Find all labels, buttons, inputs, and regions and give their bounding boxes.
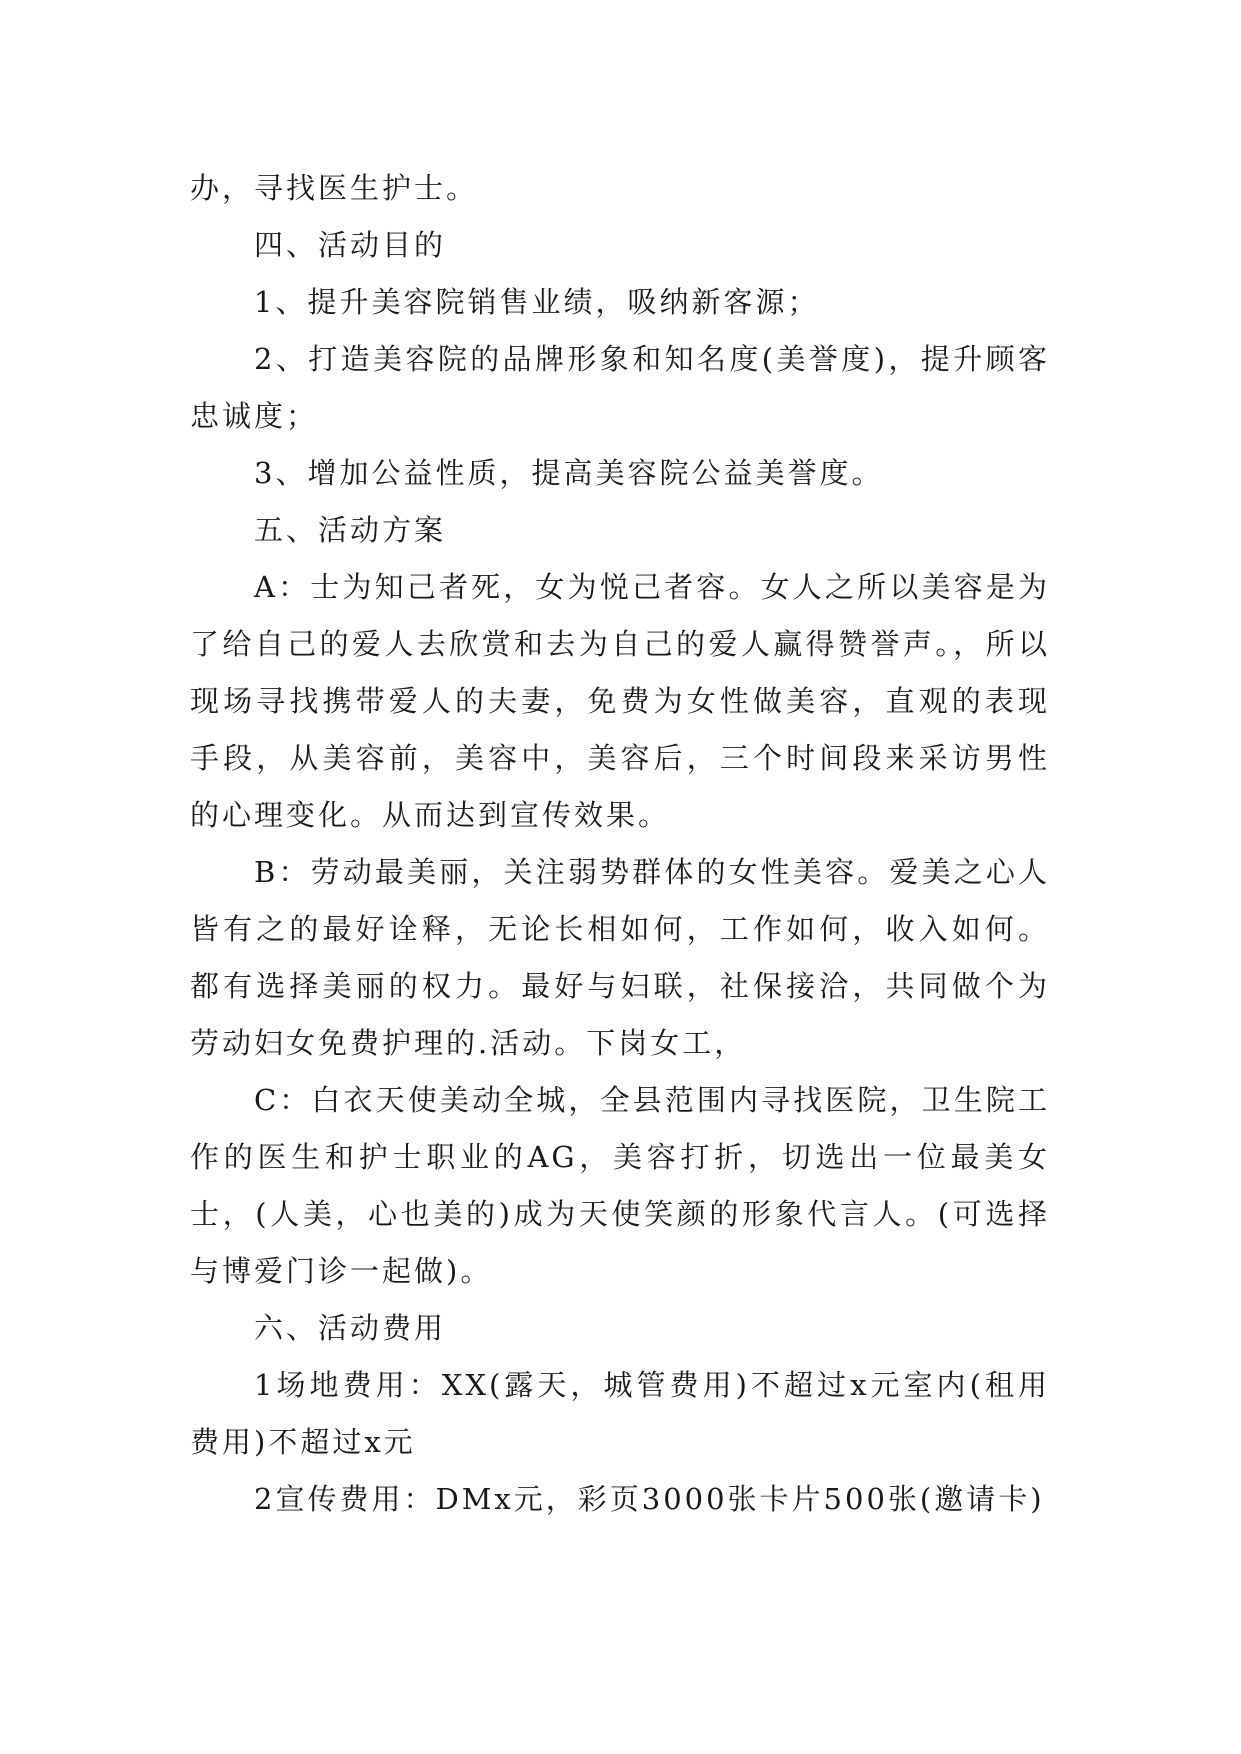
plan-paragraph-b: B：劳动最美丽，关注弱势群体的女性美容。爱美之心人皆有之的最好诠释，无论长相如何，工作如何，收入如何。都有选择美丽的权力。最好与妇联，社保接洽，共同做个为劳动妇女免费护理的.活动。下岗女工， — [190, 855, 1050, 1060]
section-heading-4: 四、活动目的 — [254, 228, 447, 262]
list-item-goal-3: 3、增加公益性质，提高美容院公益美誉度。 — [254, 456, 884, 490]
document-body — [190, 160, 1050, 1528]
section-heading-6: 六、活动费用 — [254, 1311, 447, 1345]
paragraph-continuation: 办，寻找医生护士。 — [190, 171, 479, 205]
plan-paragraph-c: C：白衣天使美动全城，全县范围内寻找医院，卫生院工作的医生和护士职业的AG，美容打折，切选出一位最美女士，(人美，心也美的)成为天使笑颜的形象代言人。(可选择与博爱门诊一起做)。 — [190, 1083, 1050, 1288]
plan-paragraph-a: A：士为知己者死，女为悦己者容。女人之所以美容是为了给自己的爱人去欣赏和去为自己的爱人赢得赞誉声。，所以现场寻找携带爱人的夫妻，免费为女性做美容，直观的表现手段，从美容前，美容中，美容后，三个时间段来采访男性的心理变化。从而达到宣传效果。 — [190, 570, 1050, 832]
cost-item-2: 2宣传费用：DMx元，彩页3000张卡片500张(邀请卡) — [254, 1482, 1045, 1516]
list-item-goal-2: 2、打造美容院的品牌形象和知名度(美誉度)，提升顾客忠诚度； — [190, 342, 1050, 433]
cost-item-1: 1场地费用：XX(露天，城管费用)不超过x元室内(租用费用)不超过x元 — [190, 1368, 1050, 1459]
section-heading-5: 五、活动方案 — [254, 513, 447, 547]
list-item-goal-1: 1、提升美容院销售业绩，吸纳新客源； — [254, 285, 820, 319]
